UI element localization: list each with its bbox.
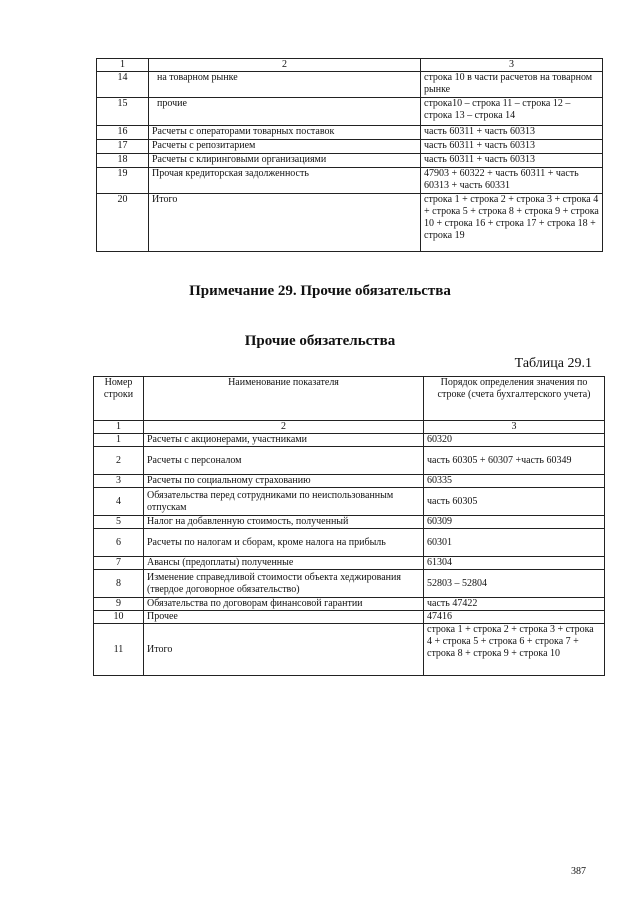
table-row xyxy=(97,98,603,126)
row-name: Изменение справедливой стоимости объекта хеджирования (твердое договорное обязательство) xyxy=(144,570,424,598)
row-name: Итого xyxy=(149,194,421,252)
row-name: Обязательства перед сотрудниками по неиспользованным отпускам xyxy=(144,488,424,516)
row-name: Расчеты с репозитарием xyxy=(149,140,421,154)
header-value-rule: Порядок определения значения по строке (счета бухгалтерского учета) xyxy=(424,377,605,421)
row-value: часть 60311 + часть 60313 xyxy=(421,154,603,168)
table-header-row xyxy=(94,377,605,421)
table-row xyxy=(94,488,605,516)
table-row xyxy=(97,126,603,140)
table-row xyxy=(97,154,603,168)
header-cell: 2 xyxy=(149,59,421,72)
row-number: 3 xyxy=(94,475,144,488)
table-row xyxy=(94,570,605,598)
other-liabilities-table xyxy=(93,376,605,676)
row-number: 11 xyxy=(94,624,144,676)
row-value: строка 1 + строка 2 + строка 3 + строка 4 + строка 5 + строка 6 + строка 7 + строка 8 + строка 9 + строка 10 xyxy=(424,624,605,676)
note-heading: Примечание 29. Прочие обязательства xyxy=(189,283,451,299)
row-number: 4 xyxy=(94,488,144,516)
row-value: часть 47422 xyxy=(424,598,605,611)
table-row xyxy=(97,194,603,252)
row-value: строка 10 в части расчетов на товарном рынке xyxy=(421,72,603,98)
row-number: 18 xyxy=(97,154,149,168)
table-row xyxy=(94,611,605,624)
column-number: 1 xyxy=(94,421,144,434)
row-value: 47903 + 60322 + часть 60311 + часть 60313 + часть 60331 xyxy=(421,168,603,194)
table-row xyxy=(94,434,605,447)
row-number: 16 xyxy=(97,126,149,140)
row-number: 17 xyxy=(97,140,149,154)
column-number: 3 xyxy=(424,421,605,434)
row-value: 61304 xyxy=(424,557,605,570)
row-value: 60309 xyxy=(424,516,605,529)
row-number: 5 xyxy=(94,516,144,529)
row-number: 14 xyxy=(97,72,149,98)
table-row xyxy=(94,447,605,475)
row-number: 6 xyxy=(94,529,144,557)
row-name: Расчеты с клиринговыми организациями xyxy=(149,154,421,168)
row-value: 47416 xyxy=(424,611,605,624)
page-number: 387 xyxy=(571,866,586,877)
table-row xyxy=(94,529,605,557)
row-number: 1 xyxy=(94,434,144,447)
table-row xyxy=(94,516,605,529)
table-row xyxy=(97,168,603,194)
row-name: Расчеты с операторами товарных поставок xyxy=(149,126,421,140)
row-number: 2 xyxy=(94,447,144,475)
row-number: 20 xyxy=(97,194,149,252)
row-name: Расчеты по социальному страхованию xyxy=(144,475,424,488)
row-name: Итого xyxy=(144,624,424,676)
row-value: часть 60311 + часть 60313 xyxy=(421,126,603,140)
table-title: Прочие обязательства xyxy=(244,333,396,349)
row-number: 10 xyxy=(94,611,144,624)
table-row xyxy=(94,475,605,488)
table-row xyxy=(97,72,603,98)
row-name: Расчеты с персоналом xyxy=(144,447,424,475)
row-name: Расчеты по налогам и сборам, кроме налога на прибыль xyxy=(144,529,424,557)
liabilities-continuation-table xyxy=(96,58,603,252)
row-name: на товарном рынке xyxy=(149,72,421,98)
row-name: Расчеты с акционерами, участниками xyxy=(144,434,424,447)
header-row-number: Номер строки xyxy=(94,377,144,421)
table-row xyxy=(94,624,605,676)
table-row xyxy=(97,140,603,154)
column-number: 2 xyxy=(144,421,424,434)
row-value: часть 60305 xyxy=(424,488,605,516)
row-value: строка 1 + строка 2 + строка 3 + строка 4 + строка 5 + строка 8 + строка 9 + строка 10 + строка 16 + строка 17 + строка 18 + строка 19 xyxy=(421,194,603,252)
row-name: Налог на добавленную стоимость, полученный xyxy=(144,516,424,529)
row-number: 19 xyxy=(97,168,149,194)
table-row xyxy=(94,598,605,611)
table-header-row xyxy=(97,59,603,72)
row-value: 60320 xyxy=(424,434,605,447)
row-number: 7 xyxy=(94,557,144,570)
row-number: 8 xyxy=(94,570,144,598)
row-value: часть 60311 + часть 60313 xyxy=(421,140,603,154)
row-value: 60335 xyxy=(424,475,605,488)
column-numbers-row xyxy=(94,421,605,434)
row-number: 15 xyxy=(97,98,149,126)
table-number: Таблица 29.1 xyxy=(514,356,592,371)
row-value: часть 60305 + 60307 +часть 60349 xyxy=(424,447,605,475)
row-value: 60301 xyxy=(424,529,605,557)
header-indicator-name: Наименование показателя xyxy=(144,377,424,421)
row-name: Обязательства по договорам финансовой гарантии xyxy=(144,598,424,611)
table-row xyxy=(94,557,605,570)
row-name: Прочее xyxy=(144,611,424,624)
header-cell: 3 xyxy=(421,59,603,72)
row-value: 52803 – 52804 xyxy=(424,570,605,598)
row-name: Прочая кредиторская задолженность xyxy=(149,168,421,194)
row-name: Авансы (предоплаты) полученные xyxy=(144,557,424,570)
row-number: 9 xyxy=(94,598,144,611)
header-cell: 1 xyxy=(97,59,149,72)
row-name: прочие xyxy=(149,98,421,126)
row-value: строка10 – строка 11 – строка 12 – строка 13 – строка 14 xyxy=(421,98,603,126)
